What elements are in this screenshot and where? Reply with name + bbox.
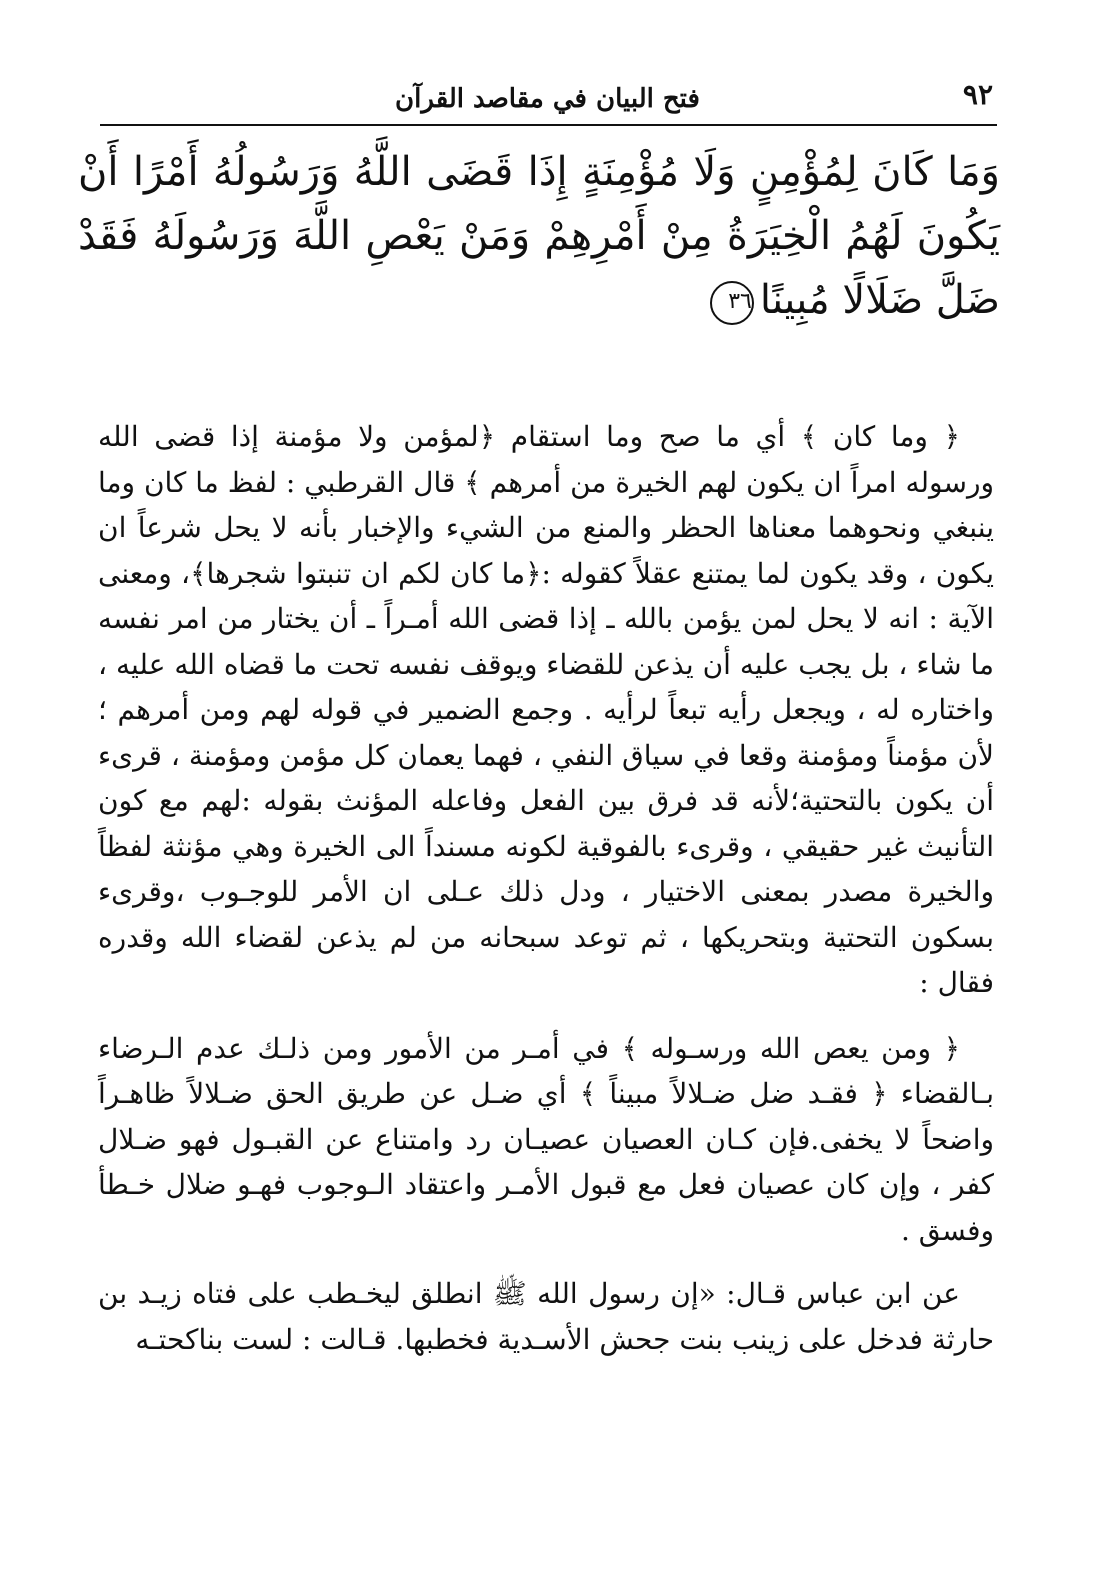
- quran-verse: [78, 140, 1000, 332]
- verse-number-ornament: ٣٦: [710, 281, 754, 325]
- running-title: فتح البيان في مقاصد القرآن: [395, 84, 700, 114]
- commentary-paragraph-3: عن ابن عباس قـال: «إن رسول الله ﷺ انطلق ليخـطب على فتاه زيـد بن حارثة فدخل على زينب بنت جحش الأسـدية فخطبها. قـالت : لست بناكحتـه: [98, 1277, 994, 1356]
- page-header: [100, 78, 995, 122]
- commentary-paragraph-2: ﴿ ومن يعص الله ورسـوله ﴾ في أمـر من الأمور ومن ذلـك عدم الـرضاء بـالقضاء ﴿ فقـد ضل ضـلالاً مبيناً ﴾ أي ضـل عن طريق الحق ضـلالاً ظاهـراً واضحاً لا يخفى.فإن كـان العصيان عصيـان رد وامتناع عن القبـول فهو ضـلال كفر ، وإن كان عصيان فعل مع قبول الأمـر واعتقاد الـوجوب فهـو ضلال خـطأ وفسق .: [98, 1031, 994, 1247]
- page-number: ٩٢: [962, 78, 993, 111]
- commentary-body: [98, 414, 994, 1362]
- verse-text: وَمَا كَانَ لِمُؤْمِنٍ وَلَا مُؤْمِنَةٍ إِذَا قَضَى اللَّهُ وَرَسُولُهُ أَمْرًا أَنْ يَكُونَ لَهُمُ الْخِيَرَةُ مِنْ أَمْرِهِمْ وَمَنْ يَعْصِ اللَّهَ وَرَسُولَهُ فَقَدْ ضَلَّ ضَلَالًا مُبِينًا: [78, 149, 1000, 323]
- commentary-paragraph-1: ﴿ وما كان ﴾ أي ما صح وما استقام ﴿لمؤمن ولا مؤمنة إذا قضى الله ورسوله امراً ان يكون لهم الخيرة من أمرهم ﴾ قال القرطبي : لفظ ما كان وما ينبغي ونحوهما معناها الحظر والمنع من الشيء والإخبار بأنه لا يحل شرعاً ان يكون ، وقد يكون لما يمتنع عقلاً كقوله :﴿ما كان لكم ان تنبتوا شجرها﴾، ومعنى الآية : انه لا يحل لمن يؤمن بالله ـ إذا قضى الله أمـراً ـ أن يختار من امر نفسه ما شاء ، بل يجب عليه أن يذعن للقضاء ويوقف نفسه تحت ما قضاه الله عليه ، واختاره له ، ويجعل رأيه تبعاً لرأيه . وجمع الضمير في قوله لهم ومن أمرهم ؛ لأن مؤمناً ومؤمنة وقعا في سياق النفي ، فهما يعمان كل مؤمن ومؤمنة ، قرىء أن يكون بالتحتية؛لأنه قد فرق بين الفعل وفاعله المؤنث بقوله :لهم مع كون التأنيث غير حقيقي ، وقرىء بالفوقية لكونه مسنداً الى الخيرة وهي مؤنثة لفظاً والخيرة مصدر بمعنى الاختيار ، ودل ذلك عـلى ان الأمر للوجـوب ،وقرىء بسكون التحتية وبتحريكها ، ثم توعد سبحانه من لم يذعن لقضاء الله وقدره فقال :: [98, 420, 994, 999]
- header-divider: [100, 124, 997, 126]
